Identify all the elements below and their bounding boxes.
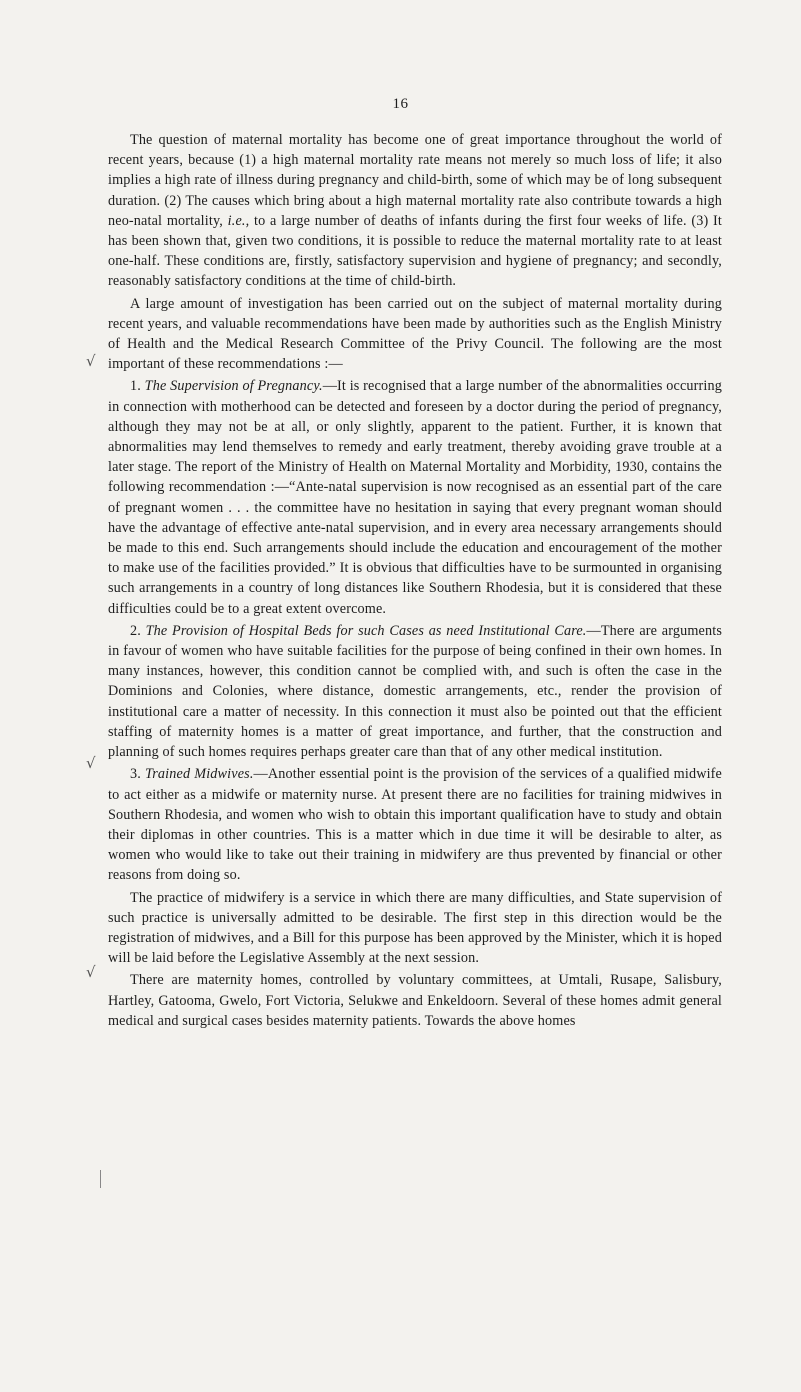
margin-bar <box>100 1170 101 1188</box>
paragraph-maternal-mortality: The question of maternal mortality has become one of great importance throughout the world of recent years, because (1) a high maternal mortality rate means not merely so much loss of life; it also implies a high rate of illness during pregnancy and child-birth, some of which may be of long subsequent duration. (2) The causes which bring about a high maternal mortality rate also contribute towards a high neo-natal mortality, i.e., to a large number of deaths of infants during the first four weeks of life. (3) It has been shown that, given two conditions, it is possible to reduce the maternal mortality rate to at least one-half. These conditions are, firstly, satisfactory supervision and hygiene of pregnancy; and secondly, reasonably satisfactory conditions at the time of child-birth. <box>108 132 723 290</box>
body-text <box>108 130 722 1033</box>
paragraph-maternity-homes: There are maternity homes, controlled by voluntary committees, at Umtali, Rusape, Salisbury, Hartley, Gatooma, Gwelo, Fort Victoria, Selukwe and Enkeldoorn. Several of these homes admit general medical and surgical cases besides maternity patients. Towards the above homes <box>108 972 722 1029</box>
paragraph-hospital-beds: 2. The Provision of Hospital Beds for such Cases as need Institutional Care.—There are arguments in favour of women who have suitable facilities for the purpose of being confined in their own homes. In many instances, however, this condition cannot be complied with, and such is often the case in the Dominions and Colonies, where distance, domestic arrangements, etc., render the provision of institutional care a matter of necessity. In this connection it must also be pointed out that the efficient staffing of maternity homes is a matter of great importance, and further, that the construction and planning of such homes requires perhaps greater care than that of any other medical institution. <box>108 622 722 761</box>
section-title: Trained Midwives. <box>145 766 254 783</box>
page-number: 16 <box>392 96 409 112</box>
paragraph-supervision-of-pregnancy: 1. The Supervision of Pregnancy.—It is recognised that a large number of the abnormalities occurring in connection with motherhood can be detected and foreseen by a doctor during the period of pregnancy, although they may not be at all, or only slightly, apparent to the patient. Further, it is known that abnormalities may lend themselves to remedy and early treatment, thereby avoiding grave trouble at a later stage. The report of the Ministry of Health on Maternal Mortality and Morbidity, 1930, contains the following recommendation :—“Ante-natal supervision is now recognised as an essential part of the care of pregnant women . . . the committee have no hesitation in saying that every pregnant woman should have the advantage of effective ante-natal supervision, and in every area necessary arrangements should be made to this end. Such arrangements should include the education and encouragement of the mother to make use of the facilities provided.” It is obvious that difficulties have to be surmounted in organising such arrangements in a country of long distances like Southern Rhodesia, but it is considered that these difficulties could be to a great extent overcome. <box>108 378 722 617</box>
paragraph-practice-of-midwifery: The practice of midwifery is a service in which there are many difficulties, and State supervision of such practice is universally admitted to be desirable. The first step in this direction would be the registration of midwives, and a Bill for this purpose has been approved by the Minister, which it is hoped will be laid before the Legislative Assembly at the next session. <box>108 889 722 967</box>
paragraph-trained-midwives: 3. Trained Midwives.—Another essential point is the provision of the services of a qualified midwife to act either as a midwife or maternity nurse. At present there are no facilities for training midwives in Southern Rhodesia, and women who wish to obtain this important qualification have to study and obtain their diplomas in other countries. This is a matter which in due time it will be desirable to alter, as women who would like to take out their training in midwifery are thus prevented by financial or other reasons from doing so. <box>108 766 722 884</box>
section-title: The Supervision of Pregnancy. <box>144 378 323 395</box>
margin-check-mark: √ <box>86 352 96 370</box>
paragraph-investigation: A large amount of investigation has been carried out on the subject of maternal mortality during recent years, and valuable recommendations have been made by authorities such as the English Ministry of Health and the Medical Research Committee of the Privy Council. The following are the most important of these recommendations :— <box>108 295 722 373</box>
margin-check-mark: √ <box>86 754 96 772</box>
margin-check-mark: √ <box>86 963 96 981</box>
section-title: The Provision of Hospital Beds for such Cases as need Institutional Care. <box>145 622 587 639</box>
